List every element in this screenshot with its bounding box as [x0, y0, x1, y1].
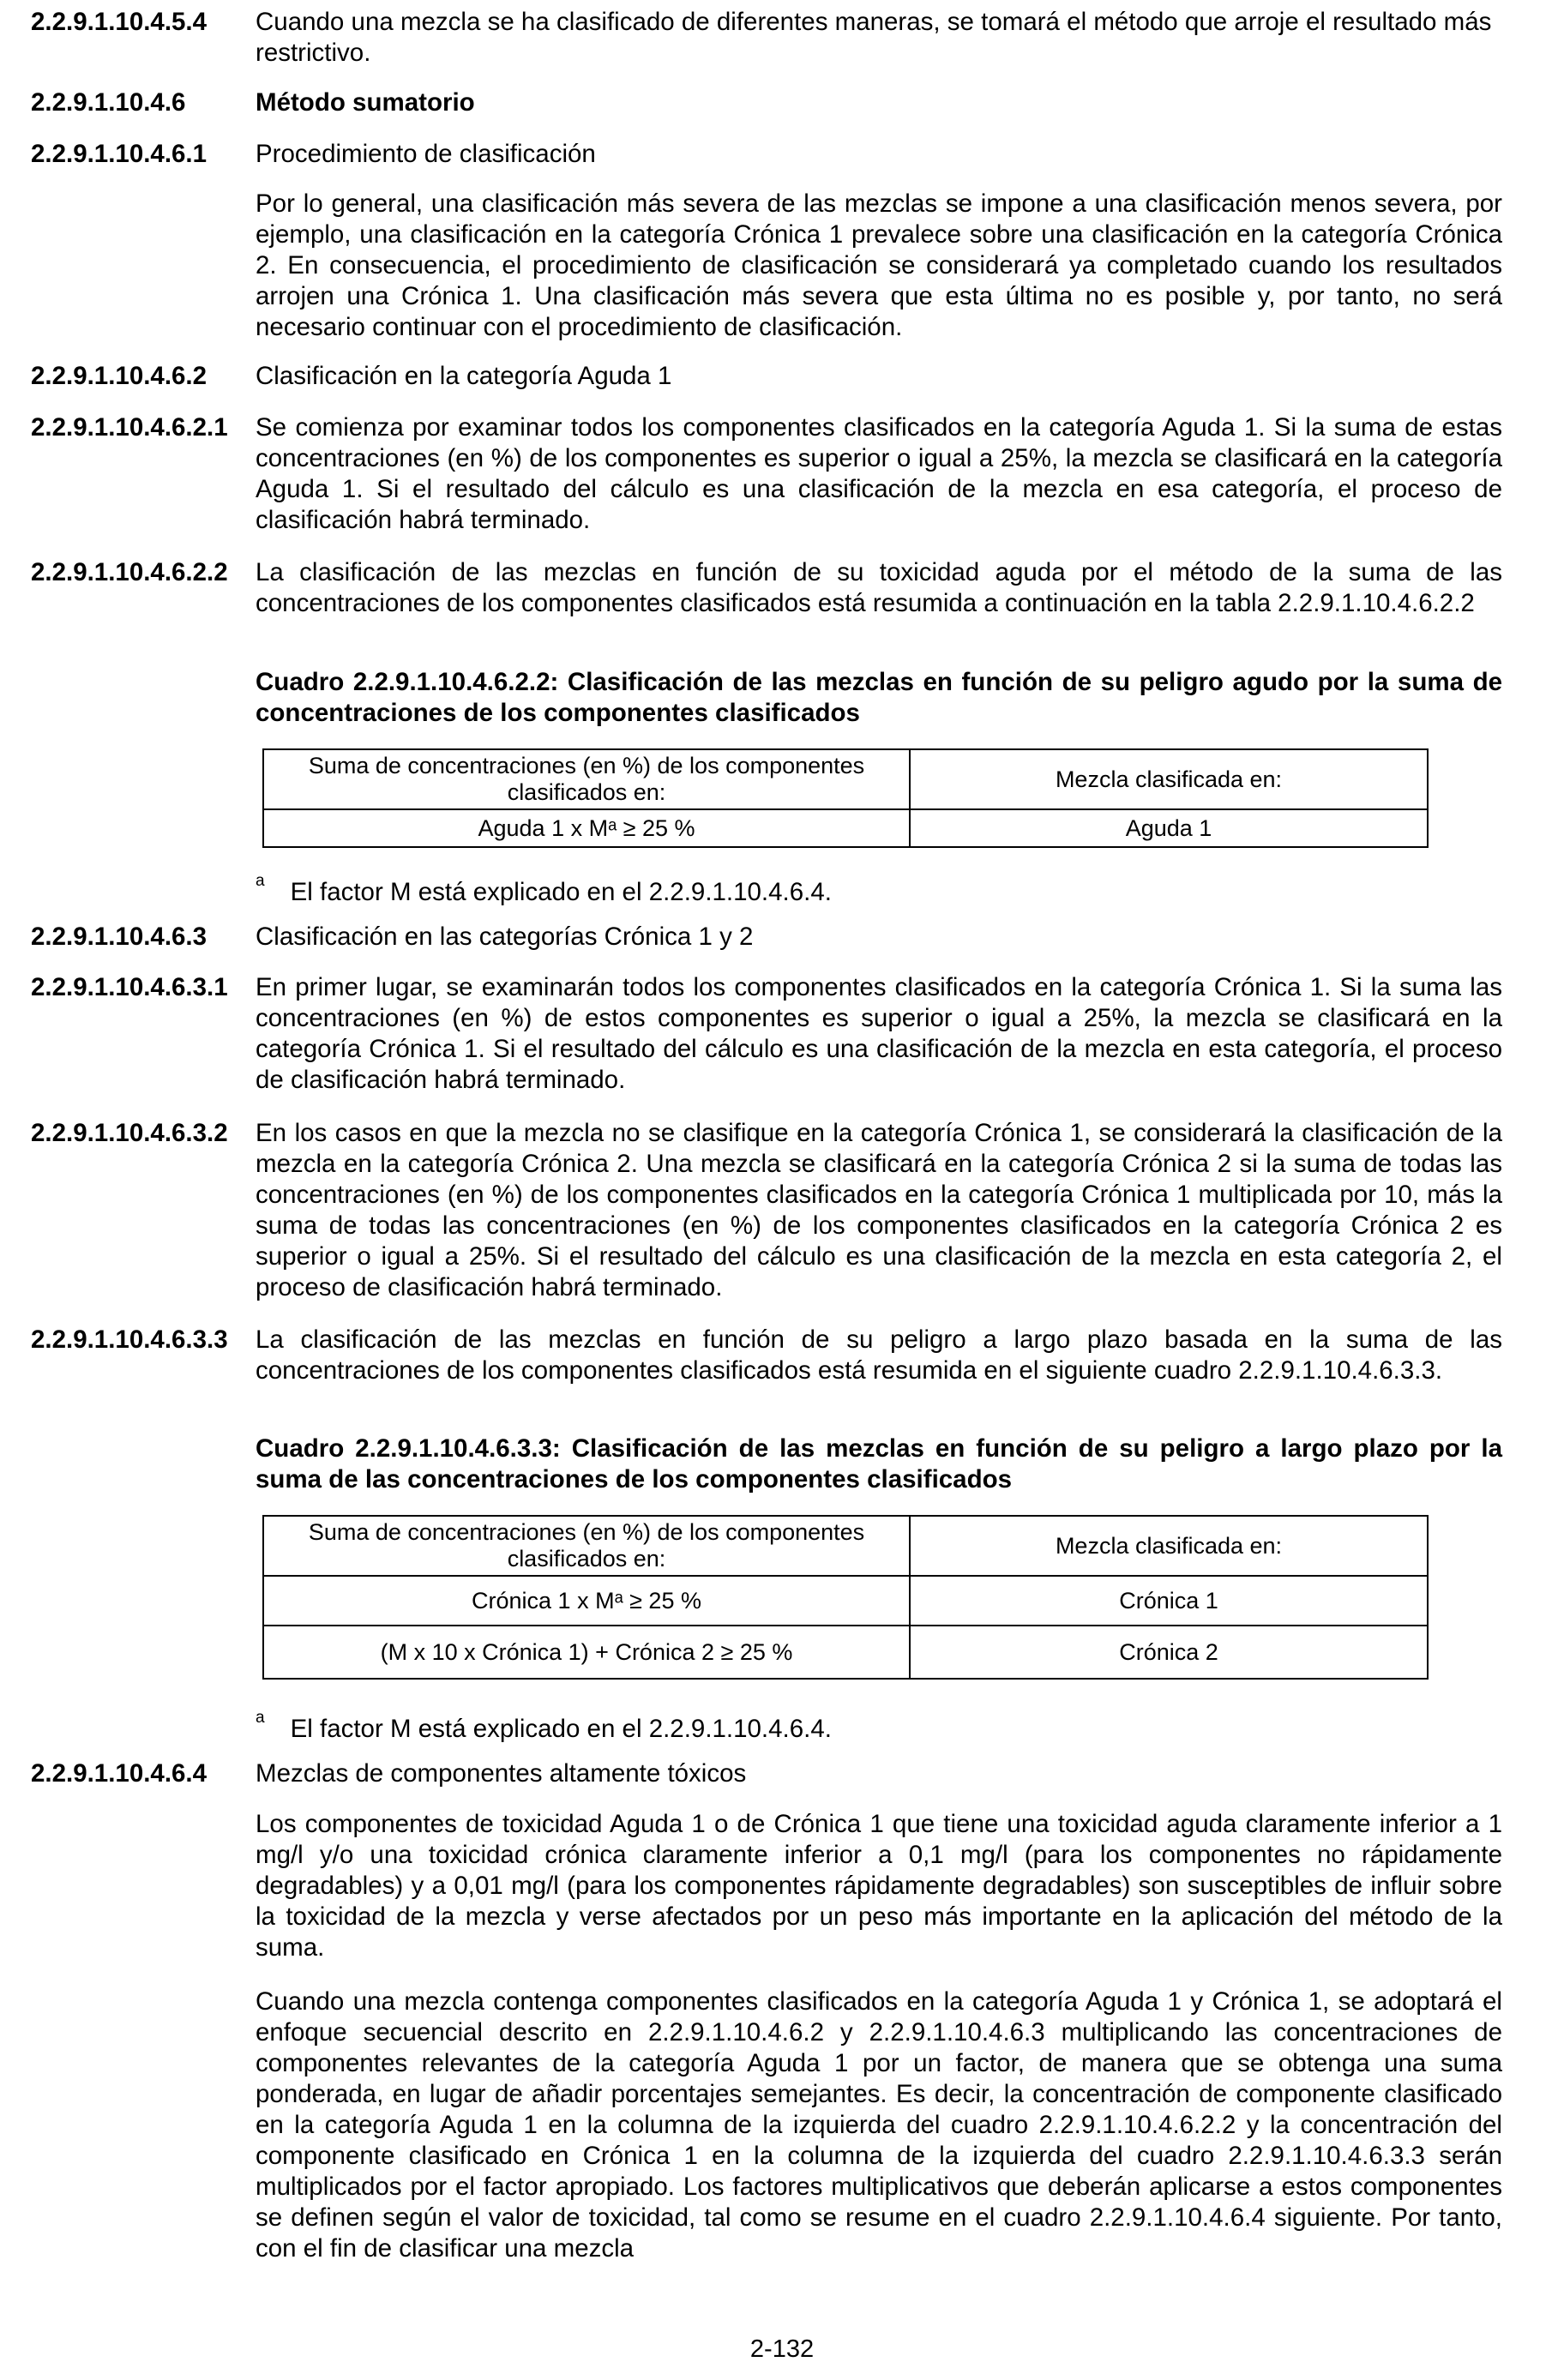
section-number: 2.2.9.1.10.4.6.3: [31, 923, 208, 951]
table-cell: Crónica 2: [910, 1626, 1428, 1679]
table-caption: Cuadro 2.2.9.1.10.4.6.3.3: Clasificación de las mezclas en función de su peligro a largo plazo por la suma de las concentraciones de los componentes clasificados: [256, 1434, 1502, 1494]
section-title: Procedimiento de clasificación: [256, 140, 596, 168]
table-row: [263, 1576, 1428, 1626]
table-header-row: [263, 1516, 1428, 1576]
table-cell: Crónica 1 x Mᵃ ≥ 25 %: [263, 1576, 910, 1626]
section-text: En primer lugar, se examinarán todos los componentes clasificados en la categoría Crónica 1. Si la suma las concentraciones (en %) de estos componentes es superior o igual a 25%, la mezcla se clasificará en la categoría Crónica 1. Si el resultado del cálculo es una clasificación de la mezcla en esta categoría, el proceso de clasificación habrá terminado.: [256, 973, 1502, 1094]
section-text: En los casos en que la mezcla no se clasifique en la categoría Crónica 1, se considerará la clasificación de la mezcla en la categoría Crónica 2. Una mezcla se clasificará en la categoría Crónica 2 si la suma de todas las concentraciones (en %) de los componentes clasificados en la categoría Crónica 1 multiplicada por 10, más la suma de todas las concentraciones (en %) de los componentes clasificados en la categoría Crónica 2 es superior o igual a 25%. Si el resultado del cálculo es una clasificación de la mezcla en esta categoría 2, el proceso de clasificación habrá terminado.: [256, 1119, 1502, 1301]
section-body: Los componentes de toxicidad Aguda 1 o de Crónica 1 que tiene una toxicidad aguda claramente inferior a 1 mg/l y/o una toxicidad crónica claramente inferior a 0,1 mg/l (para los componentes no rápidamente degradables) y a 0,01 mg/l (para los componentes rápidamente degradables) son susceptibles de influir sobre la toxicidad de la mezcla y verse afectados por un peso más importante en la aplicación del método de la suma.: [256, 1810, 1502, 1962]
section-title: Clasificación en las categorías Crónica 1 y 2: [256, 923, 754, 951]
footnote-text: El factor M está explicado en el 2.2.9.1.10.4.6.4.: [290, 1714, 832, 1743]
table-footnote: [256, 1708, 1502, 1745]
footnote-mark: a: [256, 1709, 265, 1727]
section-number: 2.2.9.1.10.4.6.2.1: [31, 413, 228, 442]
section-number: 2.2.9.1.10.4.6.4: [31, 1759, 208, 1788]
section-text: Cuando una mezcla se ha clasificado de diferentes maneras, se tomará el método que arroje el resultado más restrictivo.: [256, 8, 1492, 67]
section-title: Clasificación en la categoría Aguda 1: [256, 362, 672, 390]
section-number: 2.2.9.1.10.4.6.2: [31, 362, 208, 390]
section-body: Por lo general, una clasificación más severa de las mezclas se impone a una clasificación menos severa, por ejemplo, una clasificación en la categoría Crónica 1 prevalece sobre una clasificación en la categoría Crónica 2. En consecuencia, el procedimiento de clasificación se considerará ya completado cuando los resultados arrojen una Crónica 1. Una clasificación más severa que esta última no es posible y, por tanto, no será necesario continuar con el procedimiento de clasificación.: [256, 189, 1502, 341]
section-text: La clasificación de las mezclas en función de su peligro a largo plazo basada en la suma de las concentraciones de los componentes clasificados está resumida en el siguiente cuadro 2.2.9.1.10.4.6.3.3.: [256, 1325, 1502, 1385]
page-number: 2-132: [749, 2335, 815, 2363]
section-number: 2.2.9.1.10.4.6.3.2: [31, 1119, 228, 1147]
table-row: [263, 1626, 1428, 1679]
section-number: 2.2.9.1.10.4.6.3.3: [31, 1325, 228, 1354]
table-caption: Cuadro 2.2.9.1.10.4.6.2.2: Clasificación de las mezclas en función de su peligro agudo por la suma de concentraciones de los componentes clasificados: [256, 668, 1502, 727]
classification-table-chronic: [262, 1515, 1429, 1680]
section-text: La clasificación de las mezclas en función de su toxicidad aguda por el método de la suma de las concentraciones de los componentes clasificados está resumida a continuación en la tabla 2.2.9.1.10.4.6.2.2: [256, 558, 1502, 617]
table-footnote: [256, 871, 1502, 908]
section-number: 2.2.9.1.10.4.6.2.2: [31, 558, 228, 586]
section-title: Mezclas de componentes altamente tóxicos: [256, 1759, 747, 1788]
section-number: 2.2.9.1.10.4.5.4: [31, 8, 208, 36]
section-heading: Método sumatorio: [256, 88, 475, 117]
table-row: [263, 809, 1428, 847]
table-header-cell: Suma de concentraciones (en %) de los componentes clasificados en:: [263, 1516, 910, 1576]
table-cell: (M x 10 x Crónica 1) + Crónica 2 ≥ 25 %: [263, 1626, 910, 1679]
section-body: Cuando una mezcla contenga componentes clasificados en la categoría Aguda 1 y Crónica 1, se adoptará el enfoque secuencial descrito en 2.2.9.1.10.4.6.2 y 2.2.9.1.10.4.6.3 multiplicando las concentraciones de componentes relevantes de la categoría Aguda 1 por un factor, de manera que se obtenga una suma ponderada, en lugar de añadir porcentajes semejantes. Es decir, la concentración de componente clasificado en la categoría Aguda 1 en la columna de la izquierda del cuadro 2.2.9.1.10.4.6.2.2 y la concentración del componente clasificado en Crónica 1 en la columna de la izquierda del cuadro 2.2.9.1.10.4.6.3.3 serán multiplicados por el factor apropiado. Los factores multiplicativos que deberán aplicarse a estos componentes se definen según el valor de toxicidad, tal como se resume en el cuadro 2.2.9.1.10.4.6.4 siguiente. Por tanto, con el fin de clasificar una mezcla: [256, 1987, 1502, 2263]
table-cell: Crónica 1: [910, 1576, 1428, 1626]
footnote-text: El factor M está explicado en el 2.2.9.1.10.4.6.4.: [290, 877, 832, 906]
table-cell: Aguda 1 x Mᵃ ≥ 25 %: [263, 809, 910, 847]
table-header-cell: Mezcla clasificada en:: [910, 1516, 1428, 1576]
table-header-row: [263, 749, 1428, 809]
section-text: Se comienza por examinar todos los componentes clasificados en la categoría Aguda 1. Si la suma de estas concentraciones (en %) de los componentes es superior o igual a 25%, la mezcla se clasificará en la categoría Aguda 1. Si el resultado del cálculo es una clasificación de la mezcla en esa categoría, el proceso de clasificación habrá terminado.: [256, 413, 1502, 534]
section-number: 2.2.9.1.10.4.6: [31, 88, 186, 117]
footnote-mark: a: [256, 872, 265, 890]
table-cell: Aguda 1: [910, 809, 1428, 847]
section-number: 2.2.9.1.10.4.6.3.1: [31, 973, 228, 1001]
table-header-cell: Suma de concentraciones (en %) de los componentes clasificados en:: [263, 749, 910, 809]
table-header-cell: Mezcla clasificada en:: [910, 749, 1428, 809]
section-number: 2.2.9.1.10.4.6.1: [31, 140, 208, 168]
classification-table-acute: [262, 748, 1429, 848]
